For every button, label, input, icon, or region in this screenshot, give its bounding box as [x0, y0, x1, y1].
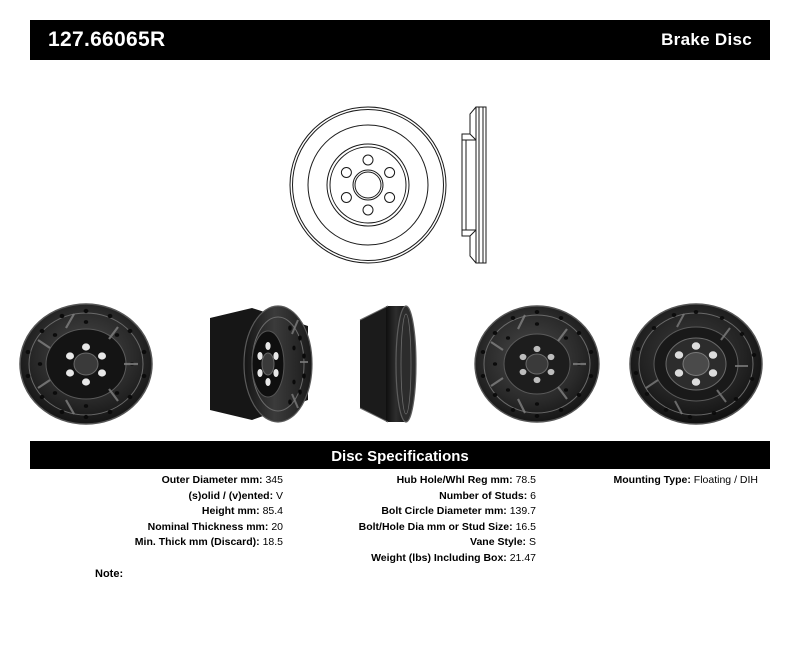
- spec-row: [30, 473, 283, 489]
- spec-label: Bolt/Hole Dia mm or Stud Size:: [358, 520, 516, 533]
- spec-row: [30, 520, 283, 536]
- rotor-photo-edge-view: [342, 300, 452, 430]
- spec-value: 78.5: [515, 474, 536, 486]
- spec-panel-title: Disc Specifications: [331, 447, 469, 465]
- product-photo-row: [14, 300, 786, 430]
- drawing-area: [0, 70, 800, 440]
- spec-label: Bolt Circle Diameter mm:: [381, 505, 510, 517]
- spec-value: 85.4: [262, 505, 283, 517]
- spec-row: [30, 504, 283, 520]
- spec-column-left: [30, 473, 283, 566]
- spec-row: [536, 473, 758, 489]
- spec-label: Outer Diameter mm:: [161, 474, 266, 486]
- spec-columns: [30, 473, 770, 566]
- spec-value: 18.5: [262, 536, 283, 548]
- spec-row: [283, 520, 536, 536]
- spec-title-bar: [30, 443, 770, 469]
- spec-value: 16.5: [515, 520, 536, 533]
- top-line-drawings: [280, 90, 540, 285]
- spec-label: Hub Hole/Whl Reg mm:: [396, 474, 516, 486]
- spec-row: [30, 489, 283, 505]
- spec-row: [283, 535, 536, 551]
- spec-row: [283, 551, 536, 567]
- spec-label: Weight (lbs) Including Box:: [371, 551, 510, 564]
- spec-label: (s)olid / (v)ented:: [188, 489, 276, 502]
- spec-label: Height mm:: [201, 505, 263, 517]
- note-label: Note:: [95, 568, 124, 580]
- spec-value: 20: [271, 520, 283, 533]
- spec-label: Vane Style:: [470, 536, 529, 548]
- spec-label: Mounting Type:: [613, 474, 694, 486]
- spec-column-right: [536, 473, 770, 566]
- spec-label: Nominal Thickness mm:: [147, 520, 272, 533]
- header-bar: [30, 20, 770, 60]
- spec-value: Floating / DIH: [693, 474, 758, 486]
- spec-label: Number of Studs:: [439, 489, 531, 502]
- rotor-photo-drilled-slotted-rear-right: [469, 300, 609, 430]
- spec-value: V: [275, 489, 283, 502]
- spec-row: [283, 504, 536, 520]
- spec-label: Min. Thick mm (Discard):: [134, 536, 263, 548]
- spec-row: [283, 489, 536, 505]
- spec-row: [283, 473, 536, 489]
- spec-column-middle: [283, 473, 536, 566]
- spec-value: 139.7: [509, 505, 536, 517]
- note-row: [95, 568, 123, 580]
- rotor-photo-drilled-slotted-front-left: [14, 300, 164, 430]
- part-number: 127.66065R: [48, 28, 166, 51]
- rotor-face-line-drawing: [280, 90, 540, 280]
- spec-value: 21.47: [509, 551, 536, 564]
- rotor-photo-angled-hub-view: [190, 300, 330, 430]
- rotor-photo-hat-view: [624, 300, 774, 430]
- product-type: Brake Disc: [661, 30, 752, 49]
- spec-value: S: [528, 536, 536, 548]
- spec-value: 345: [265, 474, 283, 486]
- spec-row: [30, 535, 283, 551]
- spec-value: 6: [530, 489, 536, 502]
